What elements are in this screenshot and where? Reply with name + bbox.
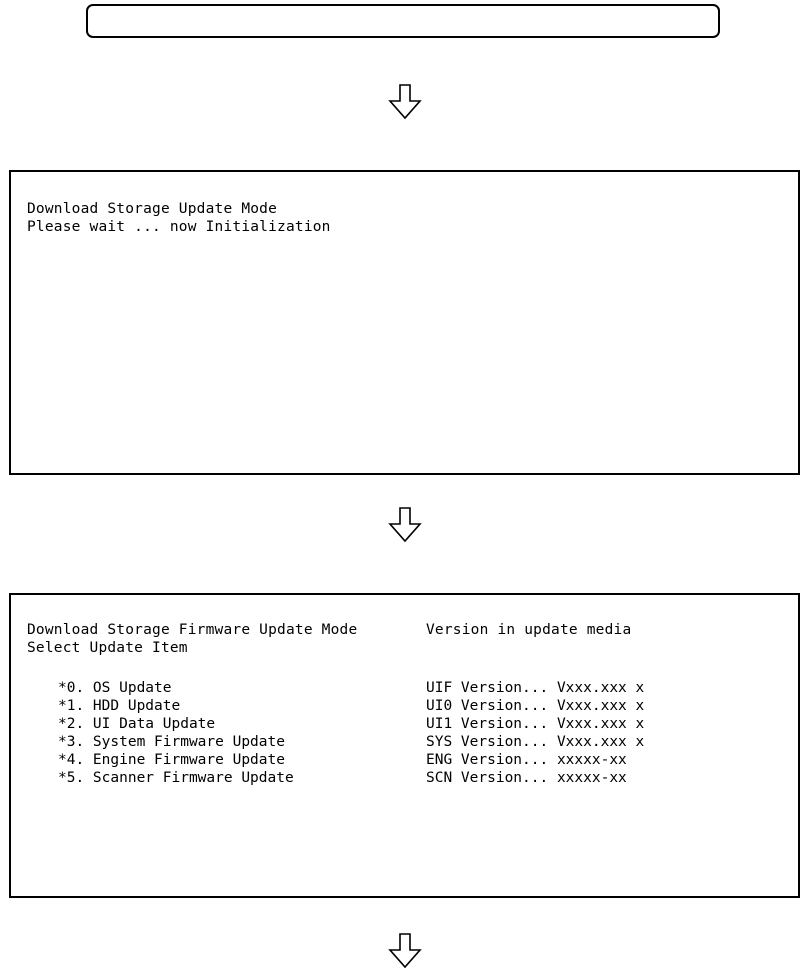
down-arrow-icon [388, 507, 422, 543]
menu-item-system-fw[interactable]: *3. System Firmware Update [58, 734, 285, 750]
version-uif: UIF Version... Vxxx.xxx x [426, 680, 645, 696]
blank-screen-box [86, 4, 720, 38]
down-arrow-icon [388, 933, 422, 969]
menu-item-hdd[interactable]: *1. HDD Update [58, 698, 181, 714]
init-mode-text: Download Storage Update Mode [27, 201, 278, 217]
menu-item-scanner-fw[interactable]: *5. Scanner Firmware Update [58, 770, 294, 786]
version-header: Version in update media [426, 622, 632, 638]
version-ui0: UI0 Version... Vxxx.xxx x [426, 698, 645, 714]
version-eng: ENG Version... xxxxx-xx [426, 752, 627, 768]
menu-item-os[interactable]: *0. OS Update [58, 680, 172, 696]
select-screen [9, 593, 800, 898]
select-subtitle: Select Update Item [27, 640, 188, 656]
select-mode-title: Download Storage Firmware Update Mode [27, 622, 358, 638]
menu-item-ui-data[interactable]: *2. UI Data Update [58, 716, 216, 732]
version-scn: SCN Version... xxxxx-xx [426, 770, 627, 786]
down-arrow-icon [388, 84, 422, 120]
version-ui1: UI1 Version... Vxxx.xxx x [426, 716, 645, 732]
menu-item-engine-fw[interactable]: *4. Engine Firmware Update [58, 752, 285, 768]
version-sys: SYS Version... Vxxx.xxx x [426, 734, 645, 750]
init-screen [9, 170, 800, 475]
init-wait-text: Please wait ... now Initialization [27, 219, 331, 235]
